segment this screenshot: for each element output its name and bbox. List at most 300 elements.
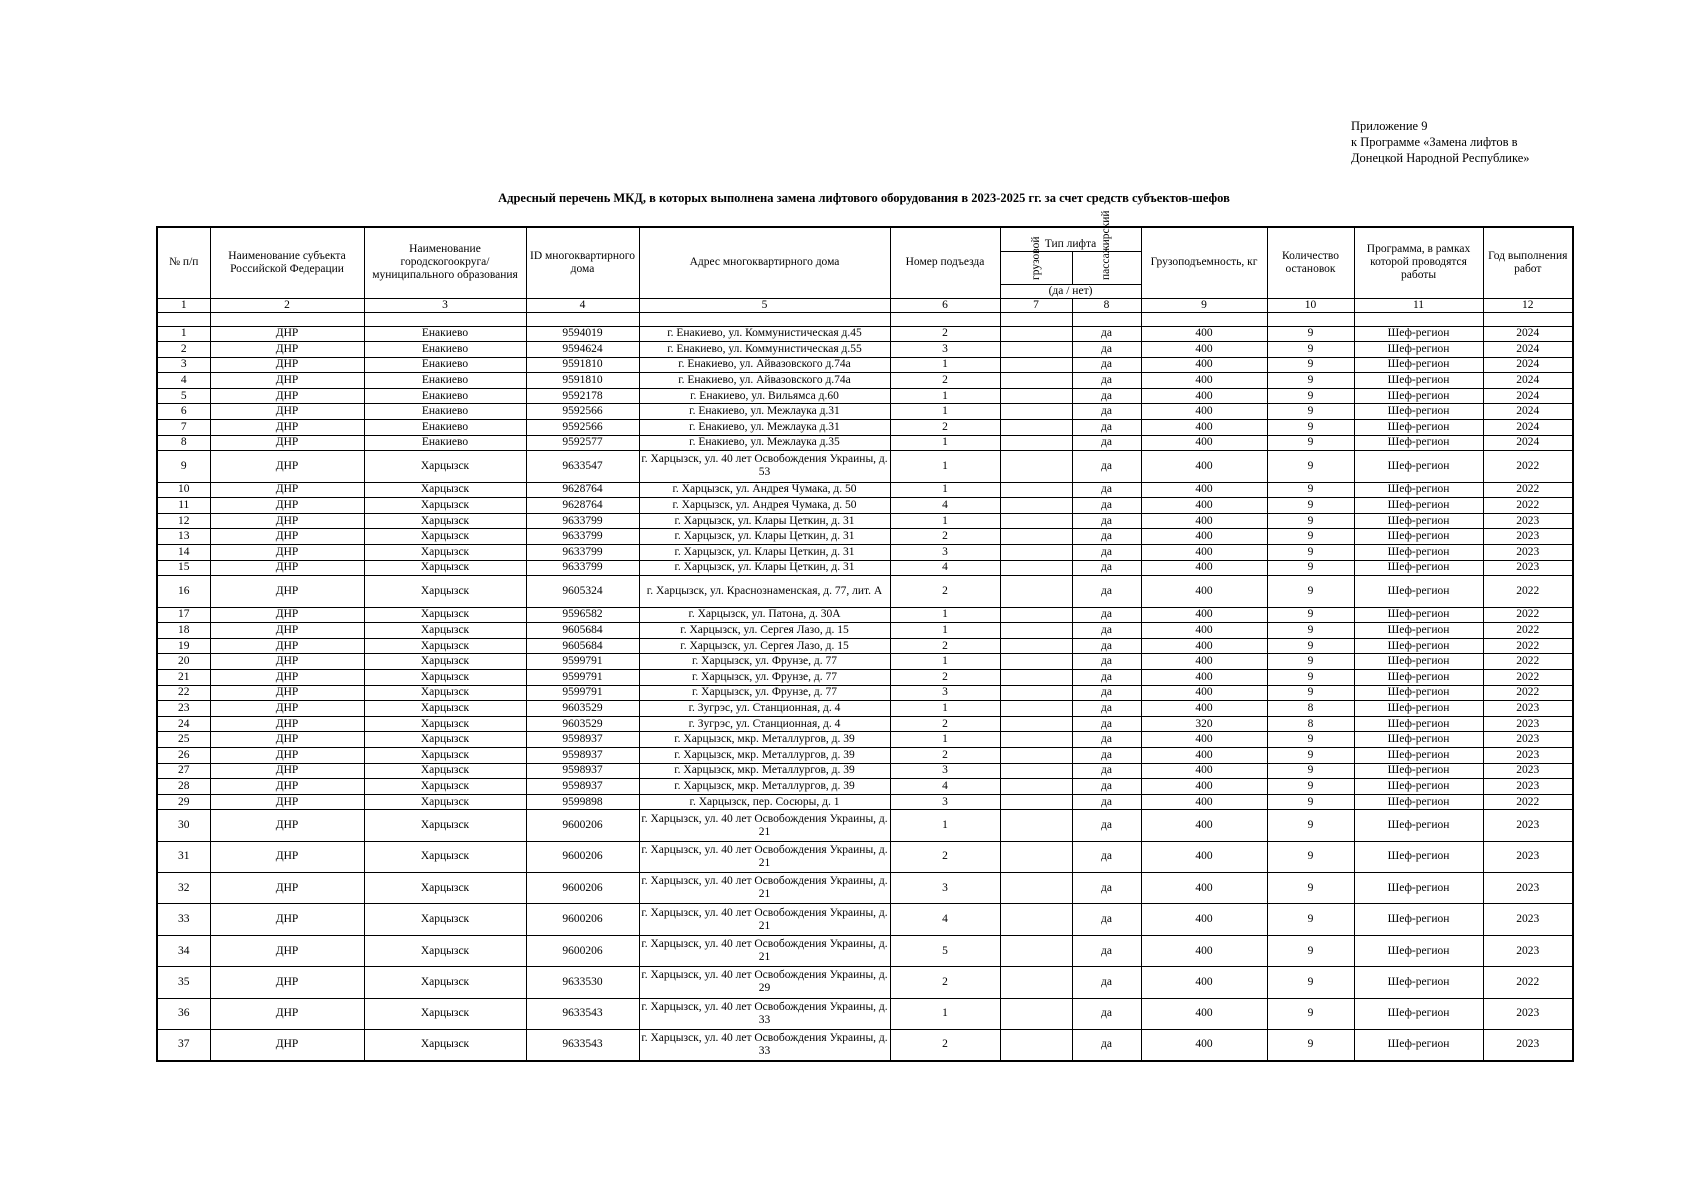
program-cell: Шеф-регион bbox=[1354, 701, 1483, 717]
passenger-cell: да bbox=[1072, 669, 1141, 685]
subject-cell: ДНР bbox=[210, 779, 364, 795]
row-num: 21 bbox=[157, 669, 210, 685]
year-cell: 2024 bbox=[1483, 342, 1573, 358]
passenger-cell: да bbox=[1072, 326, 1141, 342]
passenger-cell: да bbox=[1072, 998, 1141, 1029]
row-num: 16 bbox=[157, 576, 210, 607]
table-row bbox=[157, 763, 1573, 779]
capacity-cell: 400 bbox=[1141, 357, 1267, 373]
capacity-cell: 400 bbox=[1141, 794, 1267, 810]
capacity-cell: 400 bbox=[1141, 576, 1267, 607]
table-row bbox=[157, 716, 1573, 732]
row-num: 37 bbox=[157, 1030, 210, 1061]
entrance-cell: 3 bbox=[890, 685, 1000, 701]
row-num: 6 bbox=[157, 404, 210, 420]
house-id-cell: 9592178 bbox=[526, 388, 639, 404]
address-cell: г. Енакиево, ул. Межлаука д.35 bbox=[639, 435, 890, 451]
entrance-cell: 2 bbox=[890, 841, 1000, 872]
municipality-cell: Харцызск bbox=[364, 669, 526, 685]
capacity-cell: 400 bbox=[1141, 513, 1267, 529]
program-cell: Шеф-регион bbox=[1354, 716, 1483, 732]
appendix-line-1: Приложение 9 bbox=[1351, 119, 1428, 133]
municipality-cell: Харцызск bbox=[364, 638, 526, 654]
row-num: 36 bbox=[157, 998, 210, 1029]
column-number: 4 bbox=[526, 298, 639, 312]
header-capacity: Грузоподъемность, кг bbox=[1141, 227, 1267, 298]
capacity-cell: 400 bbox=[1141, 1030, 1267, 1061]
passenger-cell: да bbox=[1072, 873, 1141, 904]
program-cell: Шеф-регион bbox=[1354, 779, 1483, 795]
row-num: 12 bbox=[157, 513, 210, 529]
address-cell: г. Харцызск, мкр. Металлургов, д. 39 bbox=[639, 779, 890, 795]
cargo-cell bbox=[1000, 669, 1072, 685]
table-row bbox=[157, 529, 1573, 545]
entrance-cell: 2 bbox=[890, 716, 1000, 732]
passenger-cell: да bbox=[1072, 732, 1141, 748]
table-row bbox=[157, 576, 1573, 607]
address-cell: г. Енакиево, ул. Коммунистическая д.45 bbox=[639, 326, 890, 342]
subject-cell: ДНР bbox=[210, 373, 364, 389]
passenger-cell: да bbox=[1072, 701, 1141, 717]
stops-cell: 9 bbox=[1267, 779, 1354, 795]
program-cell: Шеф-регион bbox=[1354, 498, 1483, 514]
table-row bbox=[157, 701, 1573, 717]
header-yes-no: (да / нет) bbox=[1000, 284, 1141, 298]
year-cell: 2024 bbox=[1483, 435, 1573, 451]
row-num: 5 bbox=[157, 388, 210, 404]
address-cell: г. Зугрэс, ул. Станционная, д. 4 bbox=[639, 701, 890, 717]
entrance-cell: 1 bbox=[890, 607, 1000, 623]
row-num: 20 bbox=[157, 654, 210, 670]
passenger-cell: да bbox=[1072, 513, 1141, 529]
table-row bbox=[157, 513, 1573, 529]
stops-cell: 8 bbox=[1267, 716, 1354, 732]
column-number: 11 bbox=[1354, 298, 1483, 312]
passenger-cell: да bbox=[1072, 435, 1141, 451]
house-id-cell: 9633543 bbox=[526, 1030, 639, 1061]
cargo-cell bbox=[1000, 404, 1072, 420]
capacity-cell: 400 bbox=[1141, 529, 1267, 545]
row-num: 15 bbox=[157, 560, 210, 576]
cargo-cell bbox=[1000, 1030, 1072, 1061]
year-cell: 2023 bbox=[1483, 716, 1573, 732]
cargo-cell bbox=[1000, 716, 1072, 732]
year-cell: 2023 bbox=[1483, 560, 1573, 576]
address-cell: г. Енакиево, ул. Межлаука д.31 bbox=[639, 404, 890, 420]
program-cell: Шеф-регион bbox=[1354, 451, 1483, 482]
cargo-cell bbox=[1000, 560, 1072, 576]
house-id-cell: 9633547 bbox=[526, 451, 639, 482]
municipality-cell: Харцызск bbox=[364, 685, 526, 701]
address-cell: г. Харцызск, ул. 40 лет Освобождения Украины, д. 21 bbox=[639, 810, 890, 841]
year-cell: 2024 bbox=[1483, 326, 1573, 342]
table-row bbox=[157, 873, 1573, 904]
table-row bbox=[157, 420, 1573, 436]
cargo-cell bbox=[1000, 732, 1072, 748]
subject-cell: ДНР bbox=[210, 513, 364, 529]
entrance-cell: 2 bbox=[890, 576, 1000, 607]
program-cell: Шеф-регион bbox=[1354, 545, 1483, 561]
year-cell: 2022 bbox=[1483, 482, 1573, 498]
capacity-cell: 400 bbox=[1141, 638, 1267, 654]
entrance-cell: 5 bbox=[890, 935, 1000, 966]
header-passenger-label: пассажирский bbox=[1100, 209, 1112, 280]
table-row bbox=[157, 638, 1573, 654]
subject-cell: ДНР bbox=[210, 607, 364, 623]
passenger-cell: да bbox=[1072, 482, 1141, 498]
program-cell: Шеф-регион bbox=[1354, 607, 1483, 623]
house-id-cell: 9600206 bbox=[526, 904, 639, 935]
address-cell: г. Харцызск, ул. 40 лет Освобождения Украины, д. 21 bbox=[639, 873, 890, 904]
entrance-cell: 1 bbox=[890, 435, 1000, 451]
capacity-cell: 400 bbox=[1141, 482, 1267, 498]
program-cell: Шеф-регион bbox=[1354, 388, 1483, 404]
address-cell: г. Харцызск, ул. Клары Цеткин, д. 31 bbox=[639, 529, 890, 545]
passenger-cell: да bbox=[1072, 654, 1141, 670]
stops-cell: 9 bbox=[1267, 623, 1354, 639]
municipality-cell: Енакиево bbox=[364, 326, 526, 342]
program-cell: Шеф-регион bbox=[1354, 873, 1483, 904]
table-row bbox=[157, 623, 1573, 639]
stops-cell: 9 bbox=[1267, 607, 1354, 623]
passenger-cell: да bbox=[1072, 576, 1141, 607]
table-row bbox=[157, 357, 1573, 373]
entrance-cell: 2 bbox=[890, 669, 1000, 685]
row-num: 14 bbox=[157, 545, 210, 561]
address-cell: г. Харцызск, ул. Андрея Чумака, д. 50 bbox=[639, 498, 890, 514]
row-num: 28 bbox=[157, 779, 210, 795]
cargo-cell bbox=[1000, 451, 1072, 482]
year-cell: 2023 bbox=[1483, 529, 1573, 545]
municipality-cell: Харцызск bbox=[364, 654, 526, 670]
lift-replacement-table bbox=[156, 209, 1574, 1062]
year-cell: 2022 bbox=[1483, 623, 1573, 639]
program-cell: Шеф-регион bbox=[1354, 810, 1483, 841]
year-cell: 2023 bbox=[1483, 998, 1573, 1029]
year-cell: 2023 bbox=[1483, 513, 1573, 529]
table-row bbox=[157, 810, 1573, 841]
house-id-cell: 9628764 bbox=[526, 498, 639, 514]
entrance-cell: 1 bbox=[890, 513, 1000, 529]
entrance-cell: 2 bbox=[890, 326, 1000, 342]
program-cell: Шеф-регион bbox=[1354, 576, 1483, 607]
column-number: 5 bbox=[639, 298, 890, 312]
house-id-cell: 9633530 bbox=[526, 967, 639, 998]
stops-cell: 9 bbox=[1267, 810, 1354, 841]
capacity-cell: 400 bbox=[1141, 747, 1267, 763]
house-id-cell: 9600206 bbox=[526, 810, 639, 841]
row-num: 31 bbox=[157, 841, 210, 872]
cargo-cell bbox=[1000, 623, 1072, 639]
stops-cell: 9 bbox=[1267, 732, 1354, 748]
passenger-cell: да bbox=[1072, 935, 1141, 966]
year-cell: 2022 bbox=[1483, 498, 1573, 514]
row-num: 11 bbox=[157, 498, 210, 514]
subject-cell: ДНР bbox=[210, 716, 364, 732]
table-row bbox=[157, 669, 1573, 685]
municipality-cell: Харцызск bbox=[364, 607, 526, 623]
cargo-cell bbox=[1000, 342, 1072, 358]
subject-cell: ДНР bbox=[210, 451, 364, 482]
entrance-cell: 2 bbox=[890, 420, 1000, 436]
cargo-cell bbox=[1000, 763, 1072, 779]
stops-cell: 9 bbox=[1267, 904, 1354, 935]
table-row bbox=[157, 779, 1573, 795]
municipality-cell: Харцызск bbox=[364, 701, 526, 717]
row-num: 13 bbox=[157, 529, 210, 545]
house-id-cell: 9599791 bbox=[526, 654, 639, 670]
row-num: 3 bbox=[157, 357, 210, 373]
year-cell: 2023 bbox=[1483, 545, 1573, 561]
subject-cell: ДНР bbox=[210, 545, 364, 561]
year-cell: 2024 bbox=[1483, 404, 1573, 420]
subject-cell: ДНР bbox=[210, 904, 364, 935]
municipality-cell: Харцызск bbox=[364, 794, 526, 810]
subject-cell: ДНР bbox=[210, 732, 364, 748]
entrance-cell: 4 bbox=[890, 779, 1000, 795]
program-cell: Шеф-регион bbox=[1354, 841, 1483, 872]
stops-cell: 9 bbox=[1267, 1030, 1354, 1061]
address-cell: г. Харцызск, ул. 40 лет Освобождения Украины, д. 53 bbox=[639, 451, 890, 482]
subject-cell: ДНР bbox=[210, 357, 364, 373]
row-num: 10 bbox=[157, 482, 210, 498]
address-cell: г. Харцызск, ул. Фрунзе, д. 77 bbox=[639, 685, 890, 701]
row-num: 7 bbox=[157, 420, 210, 436]
passenger-cell: да bbox=[1072, 388, 1141, 404]
header-cargo-label: грузовой bbox=[1029, 235, 1042, 280]
year-cell: 2023 bbox=[1483, 873, 1573, 904]
municipality-cell: Харцызск bbox=[364, 513, 526, 529]
table-row bbox=[157, 904, 1573, 935]
year-cell: 2023 bbox=[1483, 1030, 1573, 1061]
program-cell: Шеф-регион bbox=[1354, 326, 1483, 342]
house-id-cell: 9603529 bbox=[526, 716, 639, 732]
table-row bbox=[157, 482, 1573, 498]
municipality-cell: Харцызск bbox=[364, 451, 526, 482]
capacity-cell: 400 bbox=[1141, 623, 1267, 639]
year-cell: 2023 bbox=[1483, 701, 1573, 717]
house-id-cell: 9591810 bbox=[526, 373, 639, 389]
house-id-cell: 9633799 bbox=[526, 560, 639, 576]
subject-cell: ДНР bbox=[210, 935, 364, 966]
address-cell: г. Енакиево, ул. Айвазовского д.74а bbox=[639, 357, 890, 373]
row-num: 2 bbox=[157, 342, 210, 358]
address-cell: г. Харцызск, ул. Фрунзе, д. 77 bbox=[639, 654, 890, 670]
appendix-line-2: к Программе «Замена лифтов в bbox=[1351, 135, 1518, 149]
entrance-cell: 4 bbox=[890, 498, 1000, 514]
stops-cell: 9 bbox=[1267, 763, 1354, 779]
house-id-cell: 9598937 bbox=[526, 763, 639, 779]
row-num: 34 bbox=[157, 935, 210, 966]
year-cell: 2023 bbox=[1483, 779, 1573, 795]
table-row bbox=[157, 545, 1573, 561]
year-cell: 2022 bbox=[1483, 967, 1573, 998]
header-entrance: Номер подъезда bbox=[890, 227, 1000, 298]
passenger-cell: да bbox=[1072, 342, 1141, 358]
header-year: Год выполнения работ bbox=[1483, 227, 1573, 298]
program-cell: Шеф-регион bbox=[1354, 669, 1483, 685]
header-subject: Наименование субъекта Российской Федерации bbox=[210, 227, 364, 298]
column-number: 6 bbox=[890, 298, 1000, 312]
stops-cell: 9 bbox=[1267, 513, 1354, 529]
header-address: Адрес многоквартирного дома bbox=[639, 227, 890, 298]
passenger-cell: да bbox=[1072, 451, 1141, 482]
row-num: 19 bbox=[157, 638, 210, 654]
table-row bbox=[157, 935, 1573, 966]
table-row bbox=[157, 388, 1573, 404]
address-cell: г. Харцызск, ул. Клары Цеткин, д. 31 bbox=[639, 560, 890, 576]
column-number-row bbox=[157, 298, 1573, 312]
cargo-cell bbox=[1000, 326, 1072, 342]
cargo-cell bbox=[1000, 810, 1072, 841]
column-number: 10 bbox=[1267, 298, 1354, 312]
address-cell: г. Харцызск, ул. Андрея Чумака, д. 50 bbox=[639, 482, 890, 498]
municipality-cell: Харцызск bbox=[364, 498, 526, 514]
capacity-cell: 400 bbox=[1141, 545, 1267, 561]
table-body bbox=[157, 326, 1573, 1061]
stops-cell: 9 bbox=[1267, 420, 1354, 436]
capacity-cell: 400 bbox=[1141, 451, 1267, 482]
program-cell: Шеф-регион bbox=[1354, 763, 1483, 779]
entrance-cell: 1 bbox=[890, 654, 1000, 670]
entrance-cell: 1 bbox=[890, 357, 1000, 373]
appendix-line-3: Донецкой Народной Республике» bbox=[1351, 151, 1530, 165]
year-cell: 2024 bbox=[1483, 373, 1573, 389]
cargo-cell bbox=[1000, 685, 1072, 701]
passenger-cell: да bbox=[1072, 904, 1141, 935]
entrance-cell: 2 bbox=[890, 529, 1000, 545]
cargo-cell bbox=[1000, 935, 1072, 966]
address-cell: г. Харцызск, ул. Клары Цеткин, д. 31 bbox=[639, 545, 890, 561]
header-municipality: Наименование городскогоокруга/муниципального образования bbox=[364, 227, 526, 298]
year-cell: 2023 bbox=[1483, 935, 1573, 966]
capacity-cell: 400 bbox=[1141, 998, 1267, 1029]
stops-cell: 9 bbox=[1267, 388, 1354, 404]
row-num: 8 bbox=[157, 435, 210, 451]
passenger-cell: да bbox=[1072, 794, 1141, 810]
subject-cell: ДНР bbox=[210, 654, 364, 670]
row-num: 9 bbox=[157, 451, 210, 482]
house-id-cell: 9594624 bbox=[526, 342, 639, 358]
house-id-cell: 9605684 bbox=[526, 623, 639, 639]
stops-cell: 9 bbox=[1267, 873, 1354, 904]
capacity-cell: 400 bbox=[1141, 388, 1267, 404]
row-num: 22 bbox=[157, 685, 210, 701]
row-num: 1 bbox=[157, 326, 210, 342]
capacity-cell: 400 bbox=[1141, 935, 1267, 966]
stops-cell: 9 bbox=[1267, 498, 1354, 514]
program-cell: Шеф-регион bbox=[1354, 967, 1483, 998]
cargo-cell bbox=[1000, 779, 1072, 795]
address-cell: г. Зугрэс, ул. Станционная, д. 4 bbox=[639, 716, 890, 732]
table-row bbox=[157, 1030, 1573, 1061]
passenger-cell: да bbox=[1072, 638, 1141, 654]
cargo-cell bbox=[1000, 576, 1072, 607]
capacity-cell: 400 bbox=[1141, 967, 1267, 998]
year-cell: 2022 bbox=[1483, 638, 1573, 654]
passenger-cell: да bbox=[1072, 498, 1141, 514]
capacity-cell: 320 bbox=[1141, 716, 1267, 732]
year-cell: 2022 bbox=[1483, 451, 1573, 482]
cargo-cell bbox=[1000, 873, 1072, 904]
municipality-cell: Харцызск bbox=[364, 732, 526, 748]
passenger-cell: да bbox=[1072, 810, 1141, 841]
program-cell: Шеф-регион bbox=[1354, 435, 1483, 451]
capacity-cell: 400 bbox=[1141, 732, 1267, 748]
cargo-cell bbox=[1000, 388, 1072, 404]
stops-cell: 9 bbox=[1267, 638, 1354, 654]
header-id: ID многоквартирного дома bbox=[526, 227, 639, 298]
passenger-cell: да bbox=[1072, 545, 1141, 561]
table-row bbox=[157, 373, 1573, 389]
column-number: 9 bbox=[1141, 298, 1267, 312]
row-num: 4 bbox=[157, 373, 210, 389]
address-cell: г. Енакиево, ул. Айвазовского д.74а bbox=[639, 373, 890, 389]
address-cell: г. Харцызск, ул. 40 лет Освобождения Украины, д. 33 bbox=[639, 1030, 890, 1061]
municipality-cell: Енакиево bbox=[364, 435, 526, 451]
subject-cell: ДНР bbox=[210, 841, 364, 872]
stops-cell: 9 bbox=[1267, 435, 1354, 451]
passenger-cell: да bbox=[1072, 1030, 1141, 1061]
passenger-cell: да bbox=[1072, 779, 1141, 795]
entrance-cell: 4 bbox=[890, 904, 1000, 935]
program-cell: Шеф-регион bbox=[1354, 747, 1483, 763]
cargo-cell bbox=[1000, 545, 1072, 561]
stops-cell: 9 bbox=[1267, 342, 1354, 358]
subject-cell: ДНР bbox=[210, 529, 364, 545]
subject-cell: ДНР bbox=[210, 638, 364, 654]
municipality-cell: Харцызск bbox=[364, 747, 526, 763]
program-cell: Шеф-регион bbox=[1354, 654, 1483, 670]
year-cell: 2022 bbox=[1483, 576, 1573, 607]
year-cell: 2022 bbox=[1483, 669, 1573, 685]
capacity-cell: 400 bbox=[1141, 669, 1267, 685]
table-row bbox=[157, 560, 1573, 576]
address-cell: г. Харцызск, ул. Сергея Лазо, д. 15 bbox=[639, 623, 890, 639]
address-cell: г. Харцызск, ул. 40 лет Освобождения Украины, д. 21 bbox=[639, 841, 890, 872]
stops-cell: 9 bbox=[1267, 654, 1354, 670]
program-cell: Шеф-регион bbox=[1354, 1030, 1483, 1061]
entrance-cell: 1 bbox=[890, 701, 1000, 717]
municipality-cell: Харцызск bbox=[364, 560, 526, 576]
entrance-cell: 2 bbox=[890, 1030, 1000, 1061]
stops-cell: 9 bbox=[1267, 560, 1354, 576]
cargo-cell bbox=[1000, 638, 1072, 654]
table-row bbox=[157, 841, 1573, 872]
column-number: 1 bbox=[157, 298, 210, 312]
address-cell: г. Харцызск, ул. Краснознаменская, д. 77, лит. А bbox=[639, 576, 890, 607]
municipality-cell: Енакиево bbox=[364, 342, 526, 358]
table-row bbox=[157, 747, 1573, 763]
cargo-cell bbox=[1000, 435, 1072, 451]
table-row bbox=[157, 998, 1573, 1029]
document-title: Адресный перечень МКД, в которых выполнена замена лифтового оборудования в 2023-2025 гг. за счет средств субъектов-шефов bbox=[498, 191, 1230, 205]
row-num: 26 bbox=[157, 747, 210, 763]
header-num: № п/п bbox=[157, 227, 210, 298]
program-cell: Шеф-регион bbox=[1354, 904, 1483, 935]
entrance-cell: 1 bbox=[890, 404, 1000, 420]
program-cell: Шеф-регион bbox=[1354, 482, 1483, 498]
year-cell: 2023 bbox=[1483, 763, 1573, 779]
cargo-cell bbox=[1000, 998, 1072, 1029]
house-id-cell: 9596582 bbox=[526, 607, 639, 623]
cargo-cell bbox=[1000, 747, 1072, 763]
year-cell: 2023 bbox=[1483, 841, 1573, 872]
address-cell: г. Харцызск, мкр. Металлургов, д. 39 bbox=[639, 763, 890, 779]
cargo-cell bbox=[1000, 420, 1072, 436]
program-cell: Шеф-регион bbox=[1354, 342, 1483, 358]
municipality-cell: Харцызск bbox=[364, 529, 526, 545]
